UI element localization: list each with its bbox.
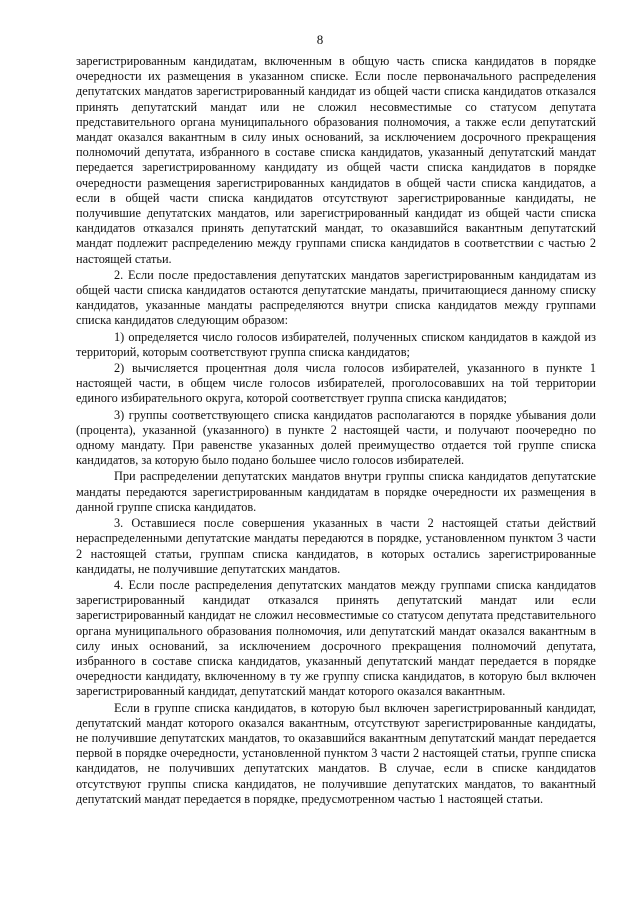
paragraph-item-3: 3) группы соответствующего списка кандидатов располагаются в порядке убывания доли (процента), указанной (указанного) в пункте 2 настоящей части, и получают поочередно по одному мандату. При равенстве указанных долей преимущество отдается той группе списка кандидатов, за которую было подано большее число голосов избирателей. (76, 407, 596, 468)
paragraph-item-2: 2) вычисляется процентная доля числа голосов избирателей, указанного в пункте 1 настоящей части, в общем числе голосов избирателей, проголосовавших на той территории единого избирательного округа, которой соответствует группа списка кандидатов; (76, 361, 596, 406)
paragraph-part-4: 4. Если после распределения депутатских мандатов между группами списка кандидатов зарегистрированный кандидат отказался принять депутатский мандат или если зарегистрированный кандидат не сложил несовместимые со статусом депутата представительного органа муниципального образования полномочия, или депутатский мандат оказался вакантным в силу иных оснований, за исключением досрочного прекращения полномочий депутата, избранного в составе списка кандидатов, указанный депутатский мандат передается в порядке очередности кандидату, включенному в ту же группу списка кандидатов, в которую был включен зарегистрированный кандидат, депутатский мандат которого оказался вакантным. (76, 577, 596, 699)
paragraph-part-2: 2. Если после предоставления депутатских мандатов зарегистрированным кандидатам из общей части списка кандидатов остаются депутатские мандаты, причитающиеся данному списку кандидатов, указанные мандаты распределяются внутри списка кандидатов между группами списка кандидатов следующим образом: (76, 267, 596, 328)
paragraph-part-3: 3. Оставшиеся после совершения указанных в части 2 настоящей статьи действий нераспределенными депутатские мандаты передаются в порядке, установленном пунктом 3 части 2 настоящей статьи, группам списка кандидатов, в которых остались зарегистрированные кандидаты, не получившие депутатских мандатов. (76, 516, 596, 576)
paragraph-item-1: 1) определяется число голосов избирателей, полученных списком кандидатов в каждой из территорий, которым соответствуют группа списка кандидатов; (76, 329, 596, 359)
document-body (76, 54, 596, 807)
paragraph-continuation: зарегистрированным кандидатам, включенным в общую часть списка кандидатов в порядке очередности их размещения в указанном списке. Если после первоначального распределения депутатских мандатов зарегистрированный кандидат из общей части списка кандидатов отказался принять депутатский мандат или не сложил несовместимые со статусом депутата представительного органа муниципального образования полномочия, а также если депутатский мандат оказался вакантным в силу иных оснований, за исключением досрочного прекращения полномочий депутата, избранного в составе списка кандидатов, указанный депутатский мандат передается зарегистрированному кандидату из общей части списка кандидатов в порядке очередности размещения зарегистрированных кандидатов в общей части списка кандидатов, а если в общей части списка кандидатов отсутствуют зарегистрированные кандидаты, не получившие депутатских мандатов, или зарегистрированный кандидат из общей части списка кандидатов отказался принять депутатский мандат, то оказавшийся вакантным депутатский мандат подлежит распределению между группами списка кандидатов в соответствии с частью 2 настоящей статьи. (76, 54, 596, 266)
page-number: 8 (316, 32, 324, 47)
paragraph-vacancy-rule: Если в группе списка кандидатов, в которую был включен зарегистрированный кандидат, депутатский мандат которого оказался вакантным, отсутствуют зарегистрированные кандидаты, не получившие депутатских мандатов, то оказавшийся вакантным депутатский мандат передается первой в порядке очередности, установленной пунктом 3 части 2 настоящей статьи, группе списка кандидатов, не получивших депутатских мандатов. В случае, если в списке кандидатов отсутствуют группы списка кандидатов, не получившие депутатских мандатов, то вакантный депутатский мандат передается в порядке, предусмотренном частью 1 настоящей статьи. (76, 700, 596, 806)
paragraph-group-distribution: При распределении депутатских мандатов внутри группы списка кандидатов депутатские мандаты передаются зарегистрированным кандидатам в порядке очередности их размещения в данной группе списка кандидатов. (76, 469, 596, 514)
